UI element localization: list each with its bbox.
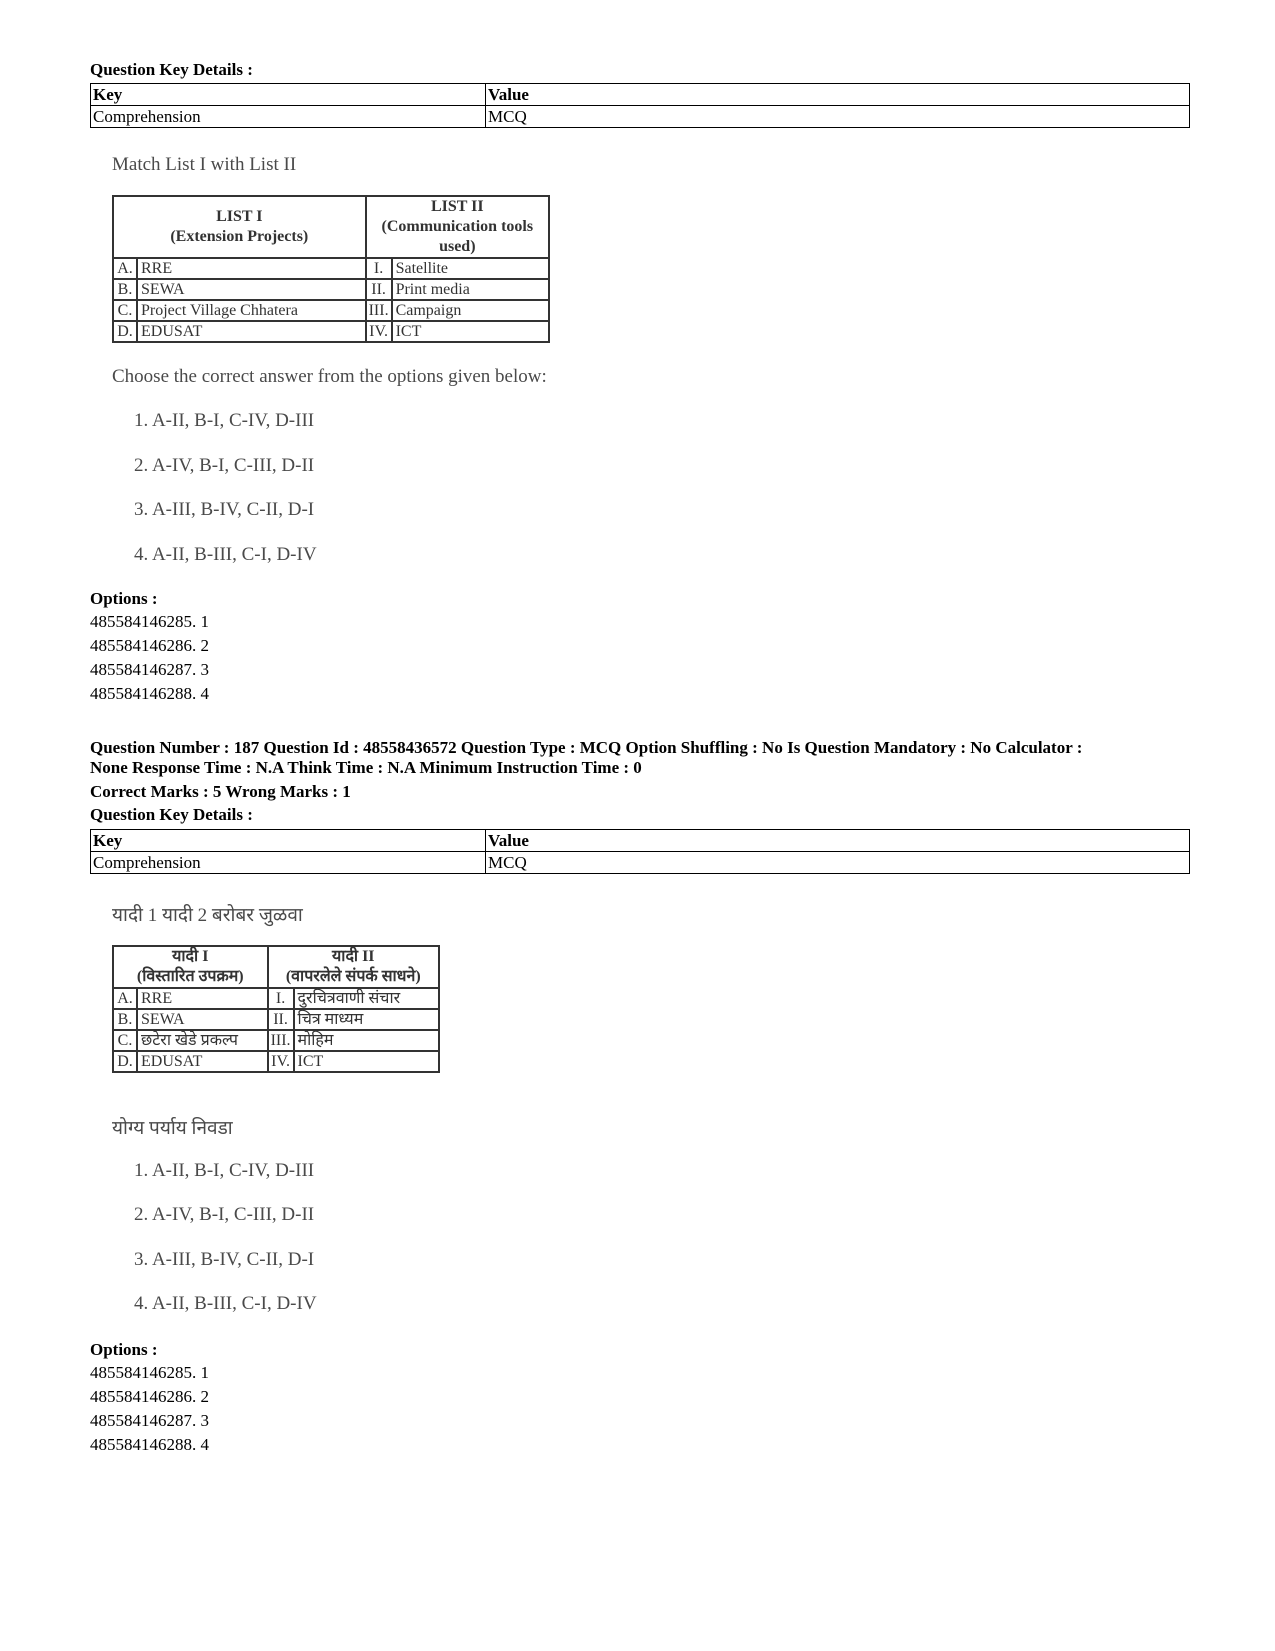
list-2-title: यादी II [332, 948, 375, 965]
table-row [113, 279, 549, 300]
list-1-header [113, 196, 366, 258]
table-row [91, 852, 1190, 874]
option-item: 485584146286. 2 [90, 636, 209, 655]
match-table-header [113, 196, 549, 258]
row-numeral: IV. [268, 1051, 294, 1072]
row-project: Project Village Chhatera [137, 300, 366, 321]
question-key-details-label: Question Key Details : [90, 805, 253, 824]
option-item: 485584146288. 4 [90, 1435, 209, 1454]
answer-choice: 4. A-II, B-III, C-I, D-IV [134, 544, 317, 565]
options-label: Options : [90, 589, 158, 608]
table-cell-key: Comprehension [91, 852, 486, 874]
row-numeral: III. [268, 1030, 294, 1051]
table-row [113, 1051, 439, 1072]
option-item: 485584146286. 2 [90, 1387, 209, 1406]
option-item: 485584146287. 3 [90, 660, 209, 679]
choose-answer-text: Choose the correct answer from the options given below: [112, 366, 547, 387]
row-letter: D. [113, 1051, 137, 1072]
row-numeral: III. [366, 300, 392, 321]
row-tool: Print media [392, 279, 549, 300]
row-tool: चित्र माध्यम [294, 1009, 439, 1030]
answer-choice: 4. A-II, B-III, C-I, D-IV [134, 1293, 317, 1314]
match-list-table [112, 195, 550, 343]
answer-choice: 2. A-IV, B-I, C-III, D-II [134, 455, 315, 476]
answer-choice: 1. A-II, B-I, C-IV, D-III [134, 410, 315, 431]
option-item: 485584146285. 1 [90, 1363, 209, 1382]
table-row [91, 106, 1190, 128]
row-project: SEWA [137, 1009, 268, 1030]
option-item: 485584146285. 1 [90, 612, 209, 631]
question-instruction: Match List I with List II [112, 154, 297, 175]
key-details-table [90, 83, 1190, 128]
list-2-subtitle-cont: used) [439, 238, 476, 255]
row-tool: Campaign [392, 300, 549, 321]
match-table-header [113, 946, 439, 988]
option-item: 485584146288. 4 [90, 684, 209, 703]
answer-choice: 1. A-II, B-I, C-IV, D-III [134, 1160, 315, 1181]
list-2-subtitle: (वापरलेले संपर्क साधने) [285, 968, 421, 985]
row-numeral: I. [366, 258, 392, 279]
table-row [113, 321, 549, 342]
list-1-header [113, 946, 268, 988]
marks-line: Correct Marks : 5 Wrong Marks : 1 [90, 782, 351, 801]
list-1-title: LIST I [216, 208, 263, 225]
table-row [113, 988, 439, 1009]
table-header-row [91, 830, 1190, 852]
option-item: 485584146287. 3 [90, 1411, 209, 1430]
table-header-key: Key [91, 830, 486, 852]
table-header-value: Value [486, 830, 1190, 852]
row-tool: ICT [294, 1051, 439, 1072]
row-letter: B. [113, 279, 137, 300]
row-letter: C. [113, 1030, 137, 1051]
table-cell-value: MCQ [486, 106, 1190, 128]
row-tool: मोहिम [294, 1030, 439, 1051]
row-tool: ICT [392, 321, 549, 342]
row-project: RRE [137, 258, 366, 279]
answer-choice: 3. A-III, B-IV, C-II, D-I [134, 1249, 315, 1270]
table-cell-key: Comprehension [91, 106, 486, 128]
row-letter: A. [113, 258, 137, 279]
question-meta-line-2: None Response Time : N.A Think Time : N.A Minimum Instruction Time : 0 [90, 758, 642, 777]
row-project: EDUSAT [137, 1051, 268, 1072]
table-cell-value: MCQ [486, 852, 1190, 874]
table-header-row [91, 84, 1190, 106]
list-2-header [366, 196, 549, 258]
match-list-table [112, 945, 440, 1073]
row-project: EDUSAT [137, 321, 366, 342]
row-numeral: II. [268, 1009, 294, 1030]
options-label: Options : [90, 1340, 158, 1359]
row-letter: D. [113, 321, 137, 342]
question-meta-line-1: Question Number : 187 Question Id : 48558436572 Question Type : MCQ Option Shuffling : No Is Question Mandatory : No Calculator : [90, 738, 1083, 757]
question-key-details-label: Question Key Details : [90, 60, 253, 79]
table-row [113, 1030, 439, 1051]
list-2-subtitle: (Communication tools [381, 218, 534, 235]
row-tool: दुरचित्रवाणी संचार [294, 988, 439, 1009]
table-row [113, 258, 549, 279]
row-tool: Satellite [392, 258, 549, 279]
table-header-key: Key [91, 84, 486, 106]
row-letter: C. [113, 300, 137, 321]
list-2-header [268, 946, 439, 988]
row-numeral: I. [268, 988, 294, 1009]
choose-answer-text: योग्य पर्याय निवडा [112, 1118, 233, 1139]
list-2-title: LIST II [430, 198, 484, 215]
row-project: RRE [137, 988, 268, 1009]
row-project: छटेरा खेडे प्रकल्प [137, 1030, 268, 1051]
table-row [113, 1009, 439, 1030]
table-header-value: Value [486, 84, 1190, 106]
table-row [113, 300, 549, 321]
answer-choice: 2. A-IV, B-I, C-III, D-II [134, 1204, 315, 1225]
row-letter: B. [113, 1009, 137, 1030]
list-1-subtitle: (Extension Projects) [170, 228, 309, 245]
answer-choice: 3. A-III, B-IV, C-II, D-I [134, 499, 315, 520]
row-project: SEWA [137, 279, 366, 300]
row-letter: A. [113, 988, 137, 1009]
question-instruction: यादी 1 यादी 2 बरोबर जुळवा [112, 905, 303, 926]
list-1-title: यादी I [172, 948, 209, 965]
list-1-subtitle: (विस्तारित उपक्रम) [136, 968, 244, 985]
key-details-table [90, 829, 1190, 874]
row-numeral: II. [366, 279, 392, 300]
row-numeral: IV. [366, 321, 392, 342]
